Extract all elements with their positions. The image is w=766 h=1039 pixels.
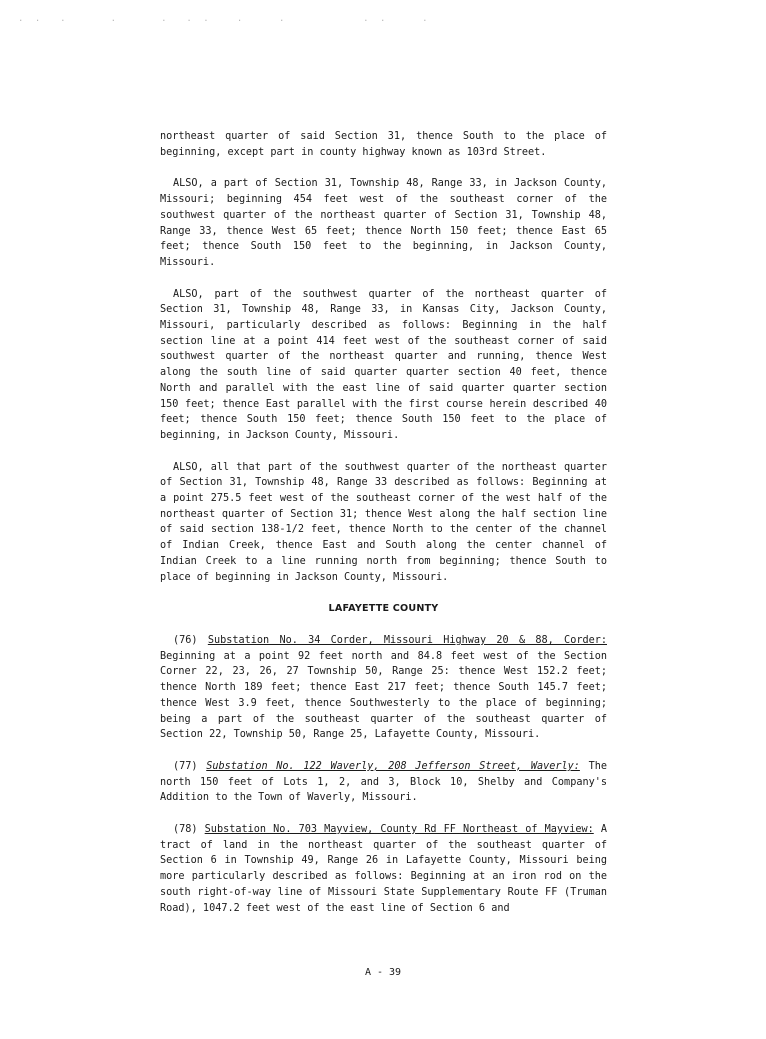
- entry-title: Substation No. 703 Mayview, County Rd FF Northeast of Mayview:: [204, 824, 594, 836]
- entry-text: A tract of land in the northeast quarter of the southeast quarter of Section 6 in Township 49, Range 26 in Lafayette County, Missouri being more particularly described as follows: Beginning at an iron rod on the south right-of-way line of Missouri State Supplementary Route FF (Truman Road), 1047.2 feet west of the east line of Section 6 and: [160, 824, 608, 914]
- entry-number: (76): [173, 634, 198, 646]
- document-body: [160, 129, 607, 932]
- entry-78: [160, 822, 607, 916]
- paragraph-also-1: ALSO, a part of Section 31, Township 48, Range 33, in Jackson County, Missouri; beginning 454 feet west of the southeast corner of the southwest quarter of the northeast quarter of Section 31, Township 48, Range 33, thence West 65 feet; thence North 150 feet; thence East 65 feet; thence South 150 feet to the beginning, in Jackson County, Missouri.: [160, 178, 607, 268]
- paragraph-also-2: ALSO, part of the southwest quarter of the northeast quarter of Section 31, Township 48, Range 33, in Kansas City, Jackson County, Missouri, particularly described as follows: Beginning in the half section line at a point 414 feet west of the southeast corner of said southwest quarter of the northeast quarter and running, thence West along the south line of said quarter quarter section 40 feet, thence North and parallel with the east line of said quarter quarter section 150 feet; thence East parallel with the first course herein described 40 feet; thence South 150 feet; thence South 150 feet to the place of beginning, in Jackson County, Missouri.: [160, 288, 607, 441]
- entry-77: [160, 759, 607, 806]
- page-number: A - 39: [364, 967, 402, 978]
- entry-text: Beginning at a point 92 feet north and 84.8 feet west of the Section Corner 22, 23, 26, 27 Township 50, Range 25: thence West 152.2 feet; thence North 189 feet; thence East 217 feet; thence South 145.7 feet; thence West 3.9 feet, thence Southwesterly to the place of beginning; being a part of the southeast quarter of the southeast quarter of Section 22, Township 50, Range 25, Lafayette County, Missouri.: [160, 650, 607, 741]
- entry-number: (78): [173, 824, 198, 836]
- paragraph-also-3: ALSO, all that part of the southwest quarter of the northeast quarter of Section 31, Township 48, Range 33 described as follows: Beginning at a point 275.5 feet west of the southeast corner of the west half of the northeast quarter of Section 31; thence West along the half section line of said section 138-1/2 feet, thence North to the center of the channel of Indian Creek, thence East and South along the center channel of Indian Creek to a line running north from beginning; thence South to place of beginning in Jackson County, Missouri.: [160, 461, 607, 583]
- entry-76: [160, 633, 607, 743]
- entry-title: Substation No. 122 Waverly, 208 Jefferson Street, Waverly:: [206, 760, 580, 772]
- scan-specks: . . . . . . . . . . . .: [18, 14, 431, 24]
- entry-number: (77): [173, 760, 198, 772]
- entry-text: The north 150 feet of Lots 1, 2, and 3, Block 10, Shelby and Company's Addition to the Town of Waverly, Missouri.: [160, 760, 607, 804]
- county-heading: LAFAYETTE COUNTY: [328, 603, 439, 615]
- entry-title: Substation No. 34 Corder, Missouri Highway 20 & 88, Corder:: [207, 634, 607, 646]
- paragraph-continuation: northeast quarter of said Section 31, thence South to the place of beginning, except part in county highway known as 103rd Street.: [160, 131, 607, 158]
